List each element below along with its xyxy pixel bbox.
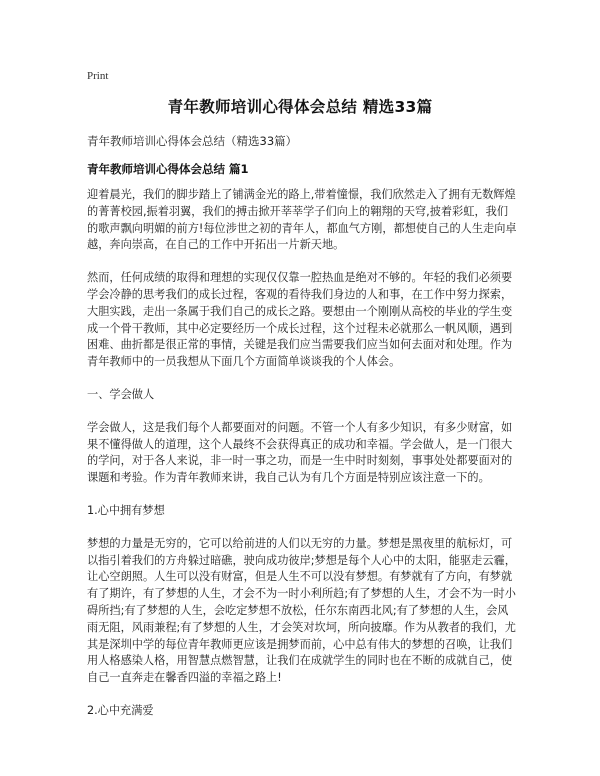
document-title: 青年教师培训心得体会总结 精选33篇	[167, 98, 433, 116]
article-body	[87, 187, 519, 736]
paragraph-dream: 梦想的力量是无穷的，它可以给前进的人们以无穷的力量。梦想是黑夜里的航标灯，可以指引着我们的方舟躲过暗礁，驶向成功彼岸;梦想是每个人心中的太阳，能驱走云霾，让心空朗照。人生可以没有财富，但是人生不可以没有梦想。有梦就有了方向，有梦就有了期许，有了梦想的人生，才会不为一时小利所趋;有了梦想的人生，才会不为一时小碍所挡;有了梦想的人生，会吃定梦想不放松，任尔东南西北风;有了梦想的人生，会风雨无阻，风雨兼程;有了梦想的人生，才会笑对坎坷，所向披靡。作为从教者的我们，尤其是深圳中学的每位青年教师更应该是拥梦而前，心中总有伟大的梦想的召唤，让我们用人格感染人格，用智慧点燃智慧，让我们在成就学生的同时也在不断的成就自己，使自己一直奔走在馨香四溢的幸福之路上!	[87, 536, 516, 685]
paragraph-learn-to-be-human: 学会做人，这是我们每个人都要面对的问题。不管一个人有多少知识，有多少财富，如果不懂得做人的道理，这个人最终不会获得真正的成功和幸福。学会做人，是一门很大的学问，对于各人来说，非一时一事之功，而是一生中时时刻刻，事事处处都要面对的课题和考验。作为青年教师来讲，我自己认为有几个方面是特别应该注意一下的。	[87, 420, 513, 485]
paragraph-growth: 然而，任何成绩的取得和理想的实现仅仅靠一腔热血是绝对不够的。年轻的我们必须要学会冷静的思考我们的成长过程，客观的看待我们身边的人和事，在工作中努力探索，大胆实践，走出一条属于我们自己的成长之路。要想由一个刚刚从高校的毕业的学生变成一个骨干教师，其中必定要经历一个成长过程，这个过程未必就那么一帆风顺，遇到困难、曲折都是很正常的事情，关键是我们应当需要我们应当如何去面对和处理。作为青年教师中的一员我想从下面几个方面简单谈谈我的个人体会。	[87, 271, 513, 369]
document-subtitle: 青年教师培训心得体会总结（精选33篇）	[87, 134, 298, 148]
subheading-love: 2.心中充满爱	[87, 703, 154, 717]
subheading-dream: 1.心中拥有梦想	[87, 503, 165, 517]
paragraph-intro: 迎着晨光，我们的脚步踏上了铺满金光的路上,带着憧憬，我们欣然走入了拥有无数辉煌的菁菁校园,振着羽翼，我们的搏击掀开莘莘学子们向上的翱翔的天穹,披着彩虹，我们的歌声飘向明媚的前方!每位涉世之初的青年人，都血气方刚，都想使自己的人生走向卓越，奔向崇高，在自己的工作中开拓出一片新天地。	[87, 188, 517, 252]
section-heading-learn-to-be-human: 一、学会做人	[87, 387, 155, 401]
print-link[interactable]: Print	[87, 70, 109, 82]
chapter-title: 青年教师培训心得体会总结 篇1	[87, 162, 249, 176]
